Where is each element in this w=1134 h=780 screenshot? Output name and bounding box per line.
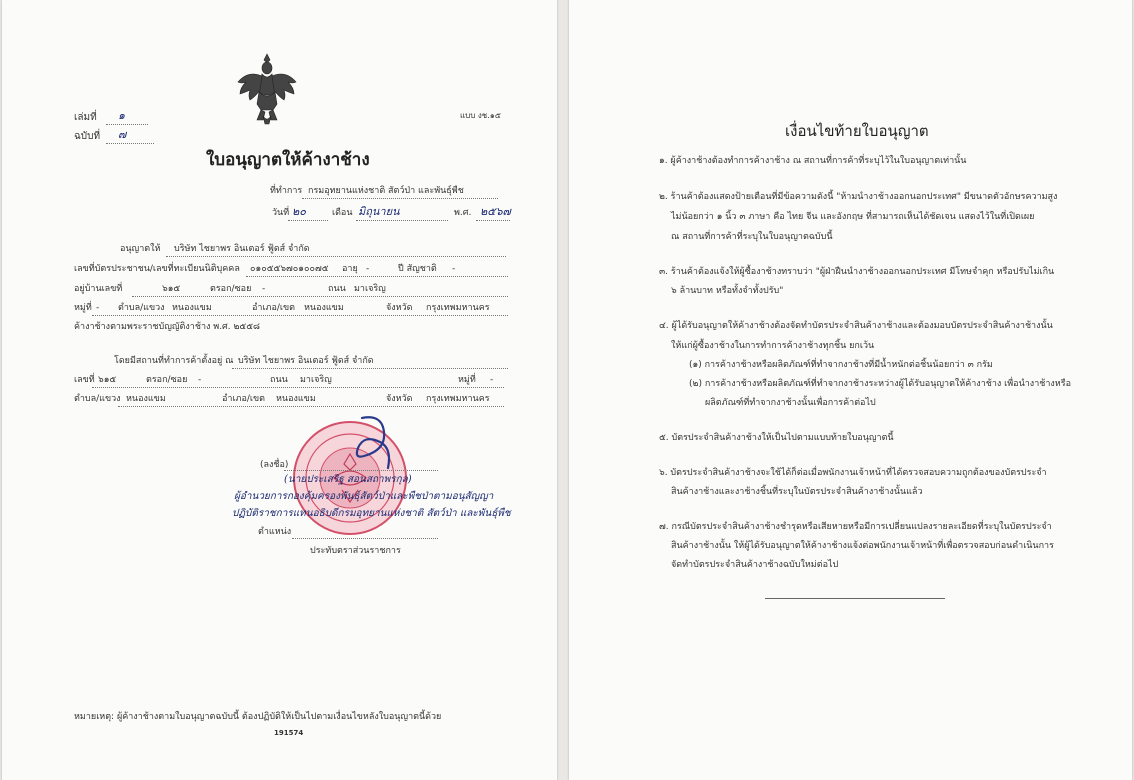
- serial-number: 191574: [274, 729, 304, 737]
- age-unit-nationality-label: ปี สัญชาติ: [398, 264, 437, 274]
- position-line: [292, 538, 438, 539]
- id-value: ๐๑๐๕๕๖๗๐๑๐๐๗๕: [250, 264, 329, 274]
- condition-5: ๕. บัตรประจำสินค้างาช้างให้เป็นไปตามแบบท้ายใบอนุญาตนี้: [659, 433, 894, 443]
- condition-3: ๓. ร้านค้าต้องแจ้งให้ผู้ซื้องาช้างทราบว่า "ผู้ฝ่าฝืนนำงาช้างออกนอกประเทศ มีโทษจำคุก หรือปรับไม่เกิน: [659, 267, 1055, 277]
- act-text: ค้างาช้างตามพระราชบัญญัติงาช้าง พ.ศ. ๒๕๕๘: [74, 322, 260, 332]
- biz-address-line: [92, 387, 504, 388]
- footnote: หมายเหตุ: ผู้ค้างาช้างตามใบอนุญาตฉบับนี้ ต้องปฏิบัติให้เป็นไปตามเงื่อนไขหลังใบอนุญาตนี้ด้วย: [74, 712, 442, 722]
- province-label: จังหวัด: [386, 303, 413, 313]
- condition-2-line3: ณ สถานที่การค้าที่ระบุในใบอนุญาตฉบับนี้: [671, 232, 833, 242]
- id-label: เลขที่บัตรประชาชน/เลขที่ทะเบียนนิติบุคคล: [74, 264, 240, 274]
- month-label: เดือน: [332, 208, 353, 218]
- biz-province-label: จังหวัด: [386, 394, 413, 404]
- date-year-line: [476, 220, 510, 221]
- condition-4-sub-2-line2: ผลิตภัณฑ์ที่ทำจากงาช้างนั้นเพื่อการค้าต่อไป: [705, 398, 876, 408]
- book-label: เล่มที่: [74, 112, 97, 123]
- condition-4: ๔. ผู้ได้รับอนุญาตให้ค้างาช้างต้องจัดทำบัตรประจำสินค้างาช้างและต้องมอบบัตรประจำสินค้างาช้างนั้น: [659, 321, 1053, 331]
- condition-4-line2: ให้แก่ผู้ซื้องาช้างในการทำการค้างาช้างทุกชิ้น ยกเว้น: [671, 341, 875, 351]
- signature-icon: [342, 412, 402, 476]
- moo-value: -: [96, 303, 100, 313]
- book-line: [106, 124, 148, 125]
- road-value: มาเจริญ: [354, 284, 386, 294]
- copy-number: ๗: [118, 128, 127, 141]
- biz-district-value: หนองแขม: [276, 394, 316, 404]
- date-label: วันที่: [272, 208, 290, 218]
- grantee-label: อนุญาตให้: [120, 244, 161, 254]
- house-line: [132, 296, 508, 297]
- biz-district-label: อำเภอ/เขต: [222, 394, 265, 404]
- office-value: กรมอุทยานแห่งชาติ สัตว์ป่า และพันธุ์พืช: [308, 186, 464, 196]
- road-label: ถนน: [328, 284, 346, 294]
- date-day-line: [288, 220, 328, 221]
- condition-6-line2: สินค้างาช้างและงาช้างชิ้นที่ระบุในบัตรประจำสินค้างาช้างนั้นแล้ว: [671, 487, 923, 497]
- date-day: ๒๐: [292, 205, 306, 218]
- age-value: -: [366, 264, 370, 274]
- position-label: ตำแหน่ง: [258, 527, 292, 537]
- condition-3-line2: ๖ ล้านบาท หรือทั้งจำทั้งปรับ": [671, 286, 784, 296]
- id-line: [246, 276, 508, 277]
- biz-province-value: กรุงเทพมหานคร: [426, 394, 490, 404]
- biz-road-label: ถนน: [270, 375, 288, 385]
- copy-line: [106, 143, 154, 144]
- district-label: อำเภอ/เขต: [252, 303, 295, 313]
- condition-2: ๒. ร้านค้าต้องแสดงป้ายเตือนที่มีข้อความดังนี้ "ห้ามนำงาช้างออกนอกประเทศ" มีขนาดตัวอักษรความสูง: [659, 192, 1058, 202]
- grantee-value: บริษัท ไชยาพร อินเตอร์ ฟู้ดส์ จำกัด: [174, 244, 310, 254]
- alley-value: -: [262, 284, 266, 294]
- address-line: [92, 315, 508, 316]
- stamp-label: ประทับตราส่วนราชการ: [310, 546, 401, 556]
- district-value: หนองแขม: [304, 303, 344, 313]
- alley-label: ตรอก/ซอย: [210, 284, 252, 294]
- conditions-page: [569, 0, 1132, 780]
- biz-alley-label: ตรอก/ซอย: [146, 375, 188, 385]
- age-label: อายุ: [342, 264, 358, 274]
- biz-moo-label: หมู่ที่: [458, 375, 476, 385]
- date-year: ๒๕๖๗: [480, 205, 511, 218]
- house-no-value: ๖๑๕: [162, 284, 181, 294]
- biz-subdistrict-value: หนองแขม: [126, 394, 166, 404]
- biz-moo-value: -: [490, 375, 494, 385]
- condition-6: ๖. บัตรประจำสินค้างาช้างจะใช้ได้ก็ต่อเมื่อพนักงานเจ้าหน้าที่ได้ตรวจสอบความถูกต้องของบัตรประจำ: [659, 468, 1047, 478]
- signer-title-line1: ผู้อำนวยการกองคุ้มครองพันธุ์สัตว์ป่าและพืชป่าตามอนุสัญญา: [234, 491, 494, 502]
- condition-4-sub-1: (๑) การค้างาช้างหรือผลิตภัณฑ์ที่ทำจากงาช้างที่มีน้ำหนักต่อชิ้นน้อยกว่า ๓ กรัม: [689, 360, 993, 370]
- form-code: แบบ งช.๑๕: [460, 111, 501, 120]
- biz-alley-value: -: [198, 375, 202, 385]
- biz-label: โดยมีสถานที่ทำการค้าตั้งอยู่ ณ: [114, 356, 234, 366]
- biz-address2-line: [118, 406, 504, 407]
- signer-title-line2: ปฏิบัติราชการแทนอธิบดีกรมอุทยานแห่งชาติ สัตว์ป่า และพันธุ์พืช: [232, 508, 511, 519]
- condition-1: ๑. ผู้ค้างาช้างต้องทำการค้างาช้าง ณ สถานที่การค้าที่ระบุไว้ในใบอนุญาตเท่านั้น: [659, 156, 967, 166]
- page-title: ใบอนุญาตให้ค้างาช้าง: [206, 150, 370, 170]
- biz-subdistrict-label: ตำบล/แขวง: [74, 394, 121, 404]
- condition-2-line2: ไม่น้อยกว่า ๑ นิ้ว ๓ ภาษา คือ ไทย จีน และอังกฤษ ที่สามารถเห็นได้ชัดเจน แสดงไว้ในที่เปิดเผย: [671, 212, 1035, 222]
- date-month: มิถุนายน: [358, 205, 400, 218]
- subdistrict-value: หนองแขม: [172, 303, 212, 313]
- sign-label: (ลงชื่อ): [260, 460, 289, 470]
- nationality-value: -: [452, 264, 456, 274]
- permit-page: [2, 0, 557, 780]
- condition-7: ๗. กรณีบัตรประจำสินค้างาช้างชำรุดหรือเสียหายหรือมีการเปลี่ยนแปลงรายละเอียดที่ระบุในบัตรประจำ: [659, 522, 1052, 532]
- condition-4-sub-2: (๒) การค้างาช้างหรือผลิตภัณฑ์ที่ทำจากงาช้างระหว่างผู้ได้รับอนุญาตให้ค้างาช้าง เพื่อนำงาช้างหรือ: [689, 379, 1071, 389]
- province-value: กรุงเทพมหานคร: [426, 303, 490, 313]
- sign-line: [284, 470, 438, 471]
- closing-line: [765, 598, 945, 599]
- conditions-title: เงื่อนไขท้ายใบอนุญาต: [785, 122, 929, 140]
- biz-line: [232, 368, 508, 369]
- signer-name: (นายประเสริฐ สอนสถาพรกุล): [284, 474, 412, 485]
- copy-label: ฉบับที่: [74, 131, 101, 142]
- house-no-label: อยู่บ้านเลขที่: [74, 284, 123, 294]
- book-number: ๑: [118, 109, 125, 122]
- garuda-emblem-icon: [234, 50, 300, 126]
- biz-value: บริษัท ไชยาพร อินเตอร์ ฟู้ดส์ จำกัด: [238, 356, 374, 366]
- grantee-line: [166, 256, 506, 257]
- subdistrict-label: ตำบล/แขวง: [118, 303, 165, 313]
- office-line: [302, 198, 498, 199]
- moo-label: หมู่ที่: [74, 303, 92, 313]
- biz-no-value: ๖๑๕: [98, 375, 117, 385]
- biz-road-value: มาเจริญ: [300, 375, 332, 385]
- date-month-line: [356, 220, 448, 221]
- biz-no-label: เลขที่: [74, 375, 95, 385]
- condition-7-line3: จัดทำบัตรประจำสินค้างาช้างฉบับใหม่ต่อไป: [671, 560, 839, 570]
- condition-7-line2: สินค้างาช้างนั้น ให้ผู้ได้รับอนุญาตให้ค้างาช้างแจ้งต่อพนักงานเจ้าหน้าที่เพื่อตรวจสอบก่อนดำเนินการ: [671, 541, 1054, 551]
- year-label: พ.ศ.: [454, 208, 472, 218]
- office-label: ที่ทำการ: [270, 186, 303, 196]
